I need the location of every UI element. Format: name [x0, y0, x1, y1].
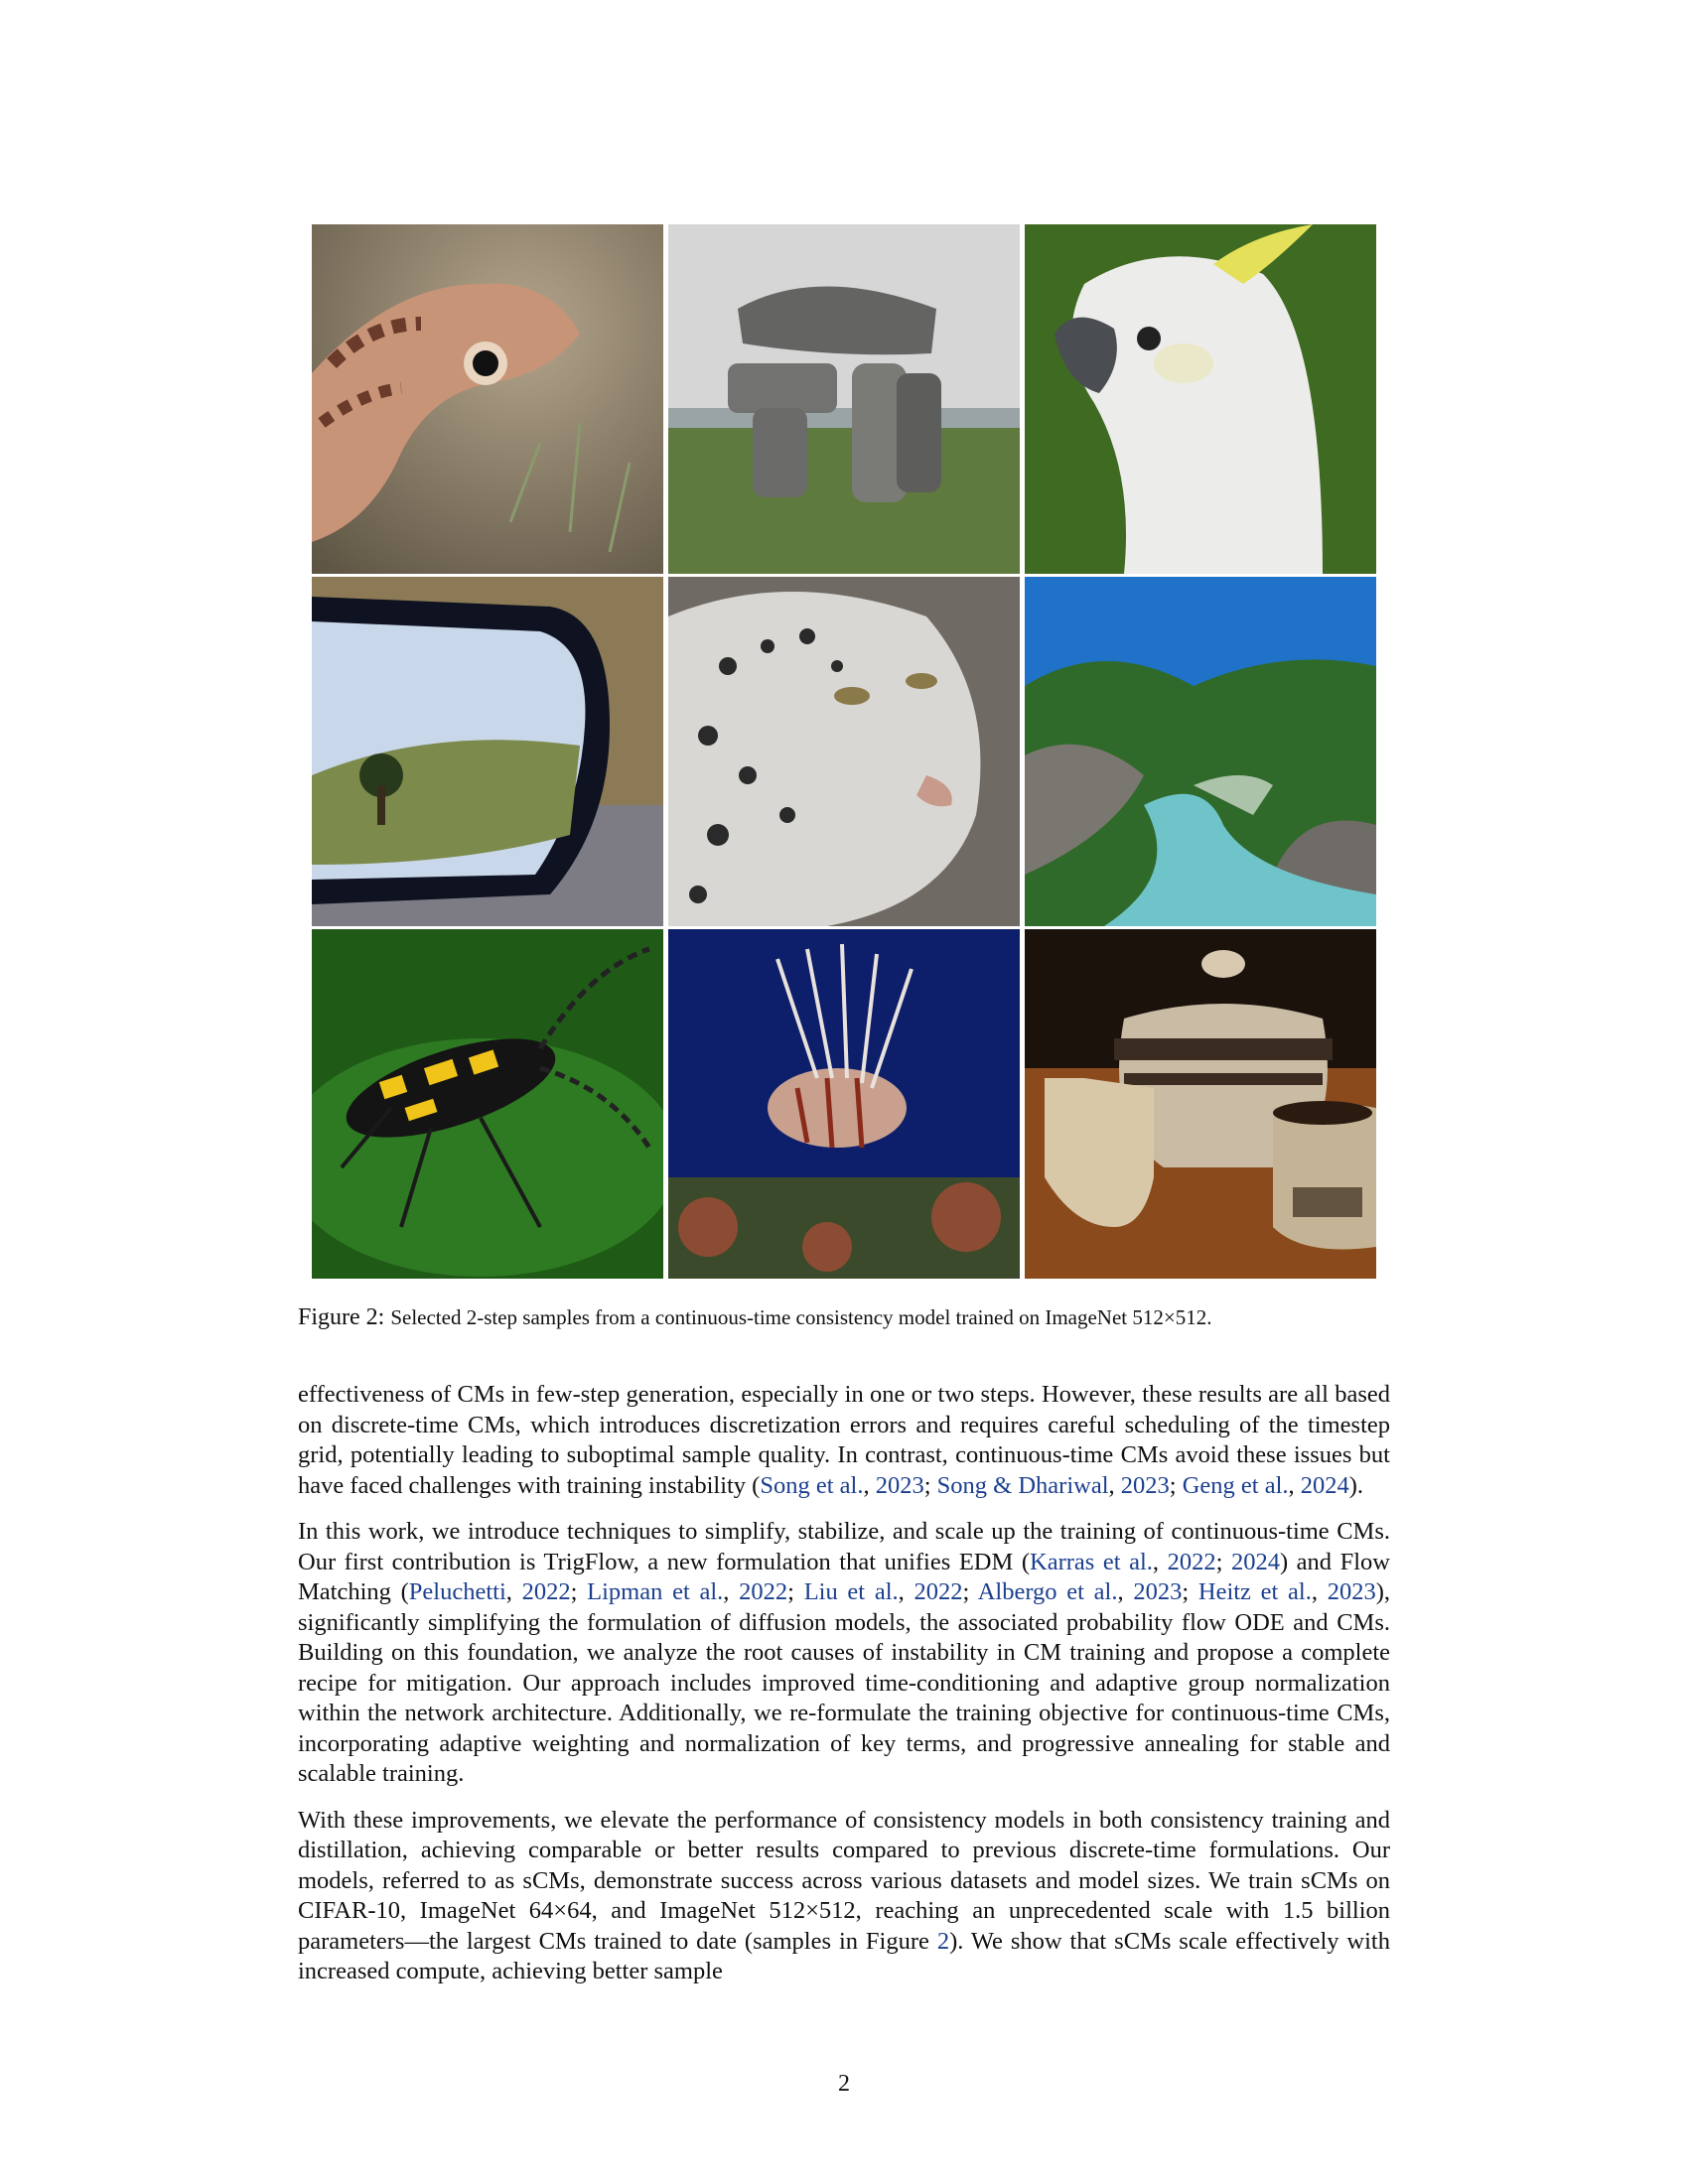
citation-link[interactable]: Peluchetti: [408, 1578, 506, 1605]
paragraph-1: [298, 1380, 1390, 1501]
citation-link[interactable]: Karras et al.: [1030, 1548, 1153, 1575]
paragraph-text: ;: [1215, 1548, 1231, 1575]
sample-image-river-valley: [1025, 577, 1376, 926]
sample-image-teapot: [1025, 929, 1376, 1279]
citation-link[interactable]: Song & Dhariwal: [936, 1471, 1109, 1499]
citation-link[interactable]: 2023: [1120, 1471, 1170, 1499]
paragraph-text: ).: [1348, 1471, 1364, 1499]
figure-caption: [298, 1302, 1390, 1332]
citation-link[interactable]: 2022: [1167, 1548, 1216, 1575]
citation-link[interactable]: Lipman et al.: [587, 1578, 724, 1605]
paragraph-text: ). We show that sCMs scale effectively with increased compute, achieving better sample: [298, 1927, 1390, 1984]
citation-link[interactable]: 2024: [1230, 1548, 1280, 1575]
paragraph-text: ;: [923, 1471, 937, 1499]
figure-image-grid: [312, 224, 1376, 1279]
citation-link[interactable]: 2023: [1327, 1578, 1376, 1605]
citation-link[interactable]: Song et al.: [760, 1471, 864, 1499]
paragraph-text: ,: [1288, 1471, 1301, 1499]
paragraph-text: ,: [898, 1578, 914, 1605]
paragraph-text: ;: [787, 1578, 804, 1605]
paragraph-text: ,: [863, 1471, 876, 1499]
citation-link[interactable]: 2023: [875, 1471, 924, 1499]
citation-link[interactable]: Albergo et al.: [977, 1578, 1118, 1605]
paragraph-text: ;: [1169, 1471, 1183, 1499]
paragraph-text: ;: [1182, 1578, 1198, 1605]
citation-link[interactable]: 2022: [739, 1578, 788, 1605]
sample-image-cockatoo: [1025, 224, 1376, 574]
sample-image-lionfish: [668, 929, 1020, 1279]
paragraph-text: ;: [570, 1578, 588, 1605]
paragraph-text: ,: [1152, 1548, 1168, 1575]
citation-link[interactable]: 2022: [914, 1578, 963, 1605]
sample-image-car-mirror: [312, 577, 663, 926]
paragraph-text: ;: [962, 1578, 978, 1605]
paragraph-text: ) and Flow Matching (: [298, 1548, 1390, 1605]
body-text: [298, 1380, 1390, 2003]
paragraph-text: ,: [723, 1578, 740, 1605]
page-number: 2: [838, 2071, 850, 2097]
sample-image-snow-leopard: [668, 577, 1020, 926]
paragraph-text: ,: [1311, 1578, 1328, 1605]
citation-link[interactable]: 2023: [1133, 1578, 1183, 1605]
paragraph-text: ), significantly simplifying the formulation of diffusion models, the associated probability flow ODE and CMs. Building on this foundation, we analyze the root causes of instability in CM training and propose a complete recipe for mitigation. Our approach includes improved time-conditioning and adaptive group normalization within the network architecture. Additionally, we re-formulate the training objective for continuous-time CMs, incorporating adaptive weighting and normalization of key terms, and progressive annealing for stable and scalable training.: [298, 1578, 1391, 1787]
sample-image-snake: [312, 224, 663, 574]
paragraph-text: effectiveness of CMs in few-step generation, especially in one or two steps. However, these results are all based on discrete-time CMs, which introduces discretization errors and requires careful scheduling of the timestep grid, potentially leading to suboptimal sample quality. In contrast, continuous-time CMs avoid these issues but have faced challenges with training instability (: [298, 1381, 1390, 1499]
figure-caption-text: Selected 2-step samples from a continuous-time consistency model trained on ImageNet 512×512.: [390, 1305, 1212, 1329]
sample-image-dolmen: [668, 224, 1020, 574]
sample-image-beetle: [312, 929, 663, 1279]
citation-link[interactable]: Geng et al.: [1182, 1471, 1289, 1499]
paragraph-text: With these improvements, we elevate the performance of consistency models in both consistency training and distillation, achieving comparable or better results compared to previous discrete-time formulations. Our models, referred to as sCMs, demonstrate success across various datasets and model sizes. We train sCMs on CIFAR-10, ImageNet 64×64, and ImageNet 512×512, reaching an unprecedented scale with 1.5 billion parameters—the largest CMs trained to date (samples in Figure: [298, 1806, 1390, 1955]
paragraph-2: [298, 1517, 1390, 1790]
paragraph-text: In this work, we introduce techniques to simplify, stabilize, and scale up the training of continuous-time CMs. Our first contribution is TrigFlow, a new formulation that unifies EDM (: [298, 1518, 1390, 1575]
citation-link[interactable]: 2024: [1300, 1471, 1349, 1499]
citation-link[interactable]: 2022: [521, 1578, 571, 1605]
citation-link[interactable]: 2: [936, 1927, 950, 1955]
paragraph-3: [298, 1806, 1390, 1987]
paragraph-text: ,: [1108, 1471, 1121, 1499]
paragraph-text: ,: [1117, 1578, 1134, 1605]
paragraph-text: ,: [505, 1578, 522, 1605]
figure-caption-label: Figure 2:: [298, 1304, 385, 1330]
citation-link[interactable]: Liu et al.: [803, 1578, 899, 1605]
citation-link[interactable]: Heitz et al.: [1197, 1578, 1312, 1605]
